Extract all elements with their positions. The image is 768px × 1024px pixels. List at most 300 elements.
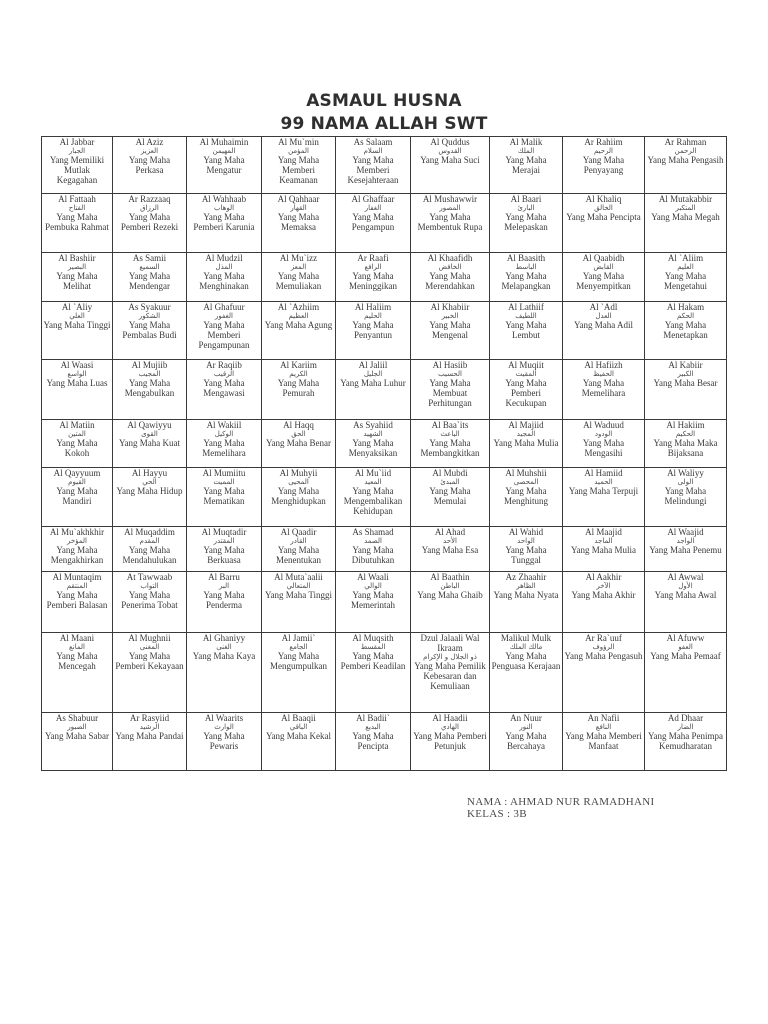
arabic-name: الوالي	[364, 582, 382, 590]
latin-name: As Shamad	[352, 527, 394, 537]
name-cell	[563, 633, 645, 713]
latin-name: Dzul Jalaali Wal Ikraam	[420, 633, 480, 653]
meaning-text: Yang Maha Ghaib	[417, 590, 483, 600]
latin-name: Al Wakiil	[206, 420, 242, 430]
meaning-text: Yang Maha Melapangkan	[501, 271, 551, 291]
name-cell	[336, 633, 411, 713]
meaning-text: Yang Maha Memaksa	[277, 212, 320, 232]
name-cell	[411, 633, 490, 713]
name-cell	[563, 194, 645, 253]
latin-name: Al Kabiir	[668, 360, 703, 370]
name-cell	[563, 572, 645, 633]
arabic-name: القيوم	[68, 478, 86, 486]
latin-name: Al Hasiib	[432, 360, 468, 370]
arabic-name: المتين	[68, 430, 86, 438]
name-cell	[411, 194, 490, 253]
arabic-name: الرؤوف	[592, 643, 615, 651]
latin-name: Al Muntaqim	[52, 572, 102, 582]
meaning-text: Yang Maha Penimpa Kemudharatan	[647, 731, 724, 751]
name-cell	[113, 253, 187, 302]
meaning-text: Yang Maha Mulia	[570, 545, 637, 555]
name-cell	[262, 360, 336, 420]
meaning-text: Yang Maha Penderma	[203, 590, 245, 610]
meaning-text: Yang Maha Pengampun	[351, 212, 395, 232]
latin-name: Al Bashiir	[58, 253, 96, 263]
arabic-name: الحفيظ	[593, 370, 614, 378]
meaning-text: Yang Maha Mengawasi	[203, 378, 245, 398]
arabic-name: الوكيل	[214, 430, 234, 438]
latin-name: Al Waasi	[60, 360, 94, 370]
meaning-text: Yang Maha Pemurah	[277, 378, 320, 398]
latin-name: Al Jamii`	[281, 633, 316, 643]
arabic-name: المغنى	[139, 643, 160, 651]
meaning-text: Yang Maha Suci	[420, 155, 480, 165]
latin-name: Al Muhyii	[279, 468, 318, 478]
meaning-text: Yang Maha Menyempitkan	[576, 271, 631, 291]
name-cell	[645, 572, 727, 633]
latin-name: Al Mutakabbir	[658, 194, 713, 204]
latin-name: Al Quddus	[430, 137, 470, 147]
meaning-text: Yang Maha Menyaksikan	[348, 438, 398, 458]
arabic-name: المتعالي	[286, 582, 311, 590]
meaning-text: Yang Maha Mendengar	[128, 271, 171, 291]
meaning-text: Yang Maha Besar	[653, 378, 718, 388]
arabic-name: الشكور	[138, 312, 161, 320]
latin-name: Al Mu`min	[278, 137, 319, 147]
arabic-name: المؤخر	[67, 537, 87, 545]
latin-name: Al Muqiit	[508, 360, 544, 370]
arabic-name: المانع	[69, 643, 85, 651]
name-cell	[563, 137, 645, 194]
meaning-text: Yang Maha Dibutuhkan	[351, 545, 395, 565]
arabic-name: المحيى	[288, 478, 309, 486]
latin-name: Al Qaadir	[280, 527, 317, 537]
latin-name: Al Baa`its	[431, 420, 469, 430]
latin-name: Al Mushawwir	[422, 194, 478, 204]
meaning-text: Yang Maha Adil	[573, 320, 634, 330]
meaning-text: Yang Maha Mengumpulkan	[270, 651, 327, 671]
name-cell	[411, 713, 490, 771]
arabic-name: المبدئ	[440, 478, 460, 486]
latin-name: As Samii	[132, 253, 167, 263]
latin-name: Al Wahhaab	[201, 194, 247, 204]
meaning-text: Yang Maha Pemberi Rezeki	[120, 212, 179, 232]
meaning-text: Yang Maha Melepaskan	[504, 212, 548, 232]
arabic-name: الملك	[517, 147, 535, 155]
latin-name: Al Ahad	[434, 527, 466, 537]
arabic-name: الباعث	[440, 430, 460, 438]
name-cell	[42, 302, 113, 360]
arabic-name: الحليم	[364, 312, 382, 320]
name-cell	[645, 302, 727, 360]
latin-name: Al Mu`izz	[279, 253, 318, 263]
meaning-text: Yang Maha Mematikan	[203, 486, 245, 506]
latin-name: Al Baasith	[506, 253, 546, 263]
name-cell	[187, 420, 262, 468]
meaning-text: Yang Maha Akhir	[571, 590, 636, 600]
latin-name: Ar Rasyiid	[129, 713, 170, 723]
meaning-text: Yang Maha Pengasuh	[564, 651, 643, 661]
arabic-name: الهادي	[440, 723, 460, 731]
meaning-text: Yang Maha Menghitung	[504, 486, 548, 506]
meaning-text: Yang Maha Esa	[421, 545, 479, 555]
latin-name: Ar Raafi	[357, 253, 389, 263]
latin-name: Al Mudzil	[205, 253, 243, 263]
name-cell	[42, 572, 113, 633]
arabic-name: الماجد	[594, 537, 613, 545]
name-cell	[563, 468, 645, 527]
name-cell	[336, 527, 411, 572]
meaning-text: Yang Maha Pemaaf	[650, 651, 721, 661]
name-cell	[411, 527, 490, 572]
arabic-name: البديع	[365, 723, 381, 731]
latin-name: Al `Aliy	[61, 302, 93, 312]
latin-name: Al Khaliq	[585, 194, 622, 204]
arabic-name: الباسط	[515, 263, 537, 271]
meaning-text: Yang Maha Nyata	[493, 590, 559, 600]
meaning-text: Yang Maha Penerima Tobat	[121, 590, 178, 610]
name-cell	[563, 253, 645, 302]
arabic-name: مالك الملك	[509, 643, 543, 651]
meaning-text: Yang Maha Memberi Manfaat	[565, 731, 642, 751]
latin-name: Al Kariim	[280, 360, 317, 370]
name-cell	[42, 420, 113, 468]
arabic-name: المهيمن	[212, 147, 236, 155]
arabic-name: الرشيد	[139, 723, 160, 731]
meaning-text: Yang Maha Mandiri	[56, 486, 98, 506]
latin-name: Al Ghaniyy	[202, 633, 246, 643]
arabic-name: البصير	[67, 263, 87, 271]
latin-name: Al Ghafuur	[203, 302, 245, 312]
arabic-name: المقدم	[139, 537, 160, 545]
name-cell	[490, 713, 563, 771]
name-cell	[113, 527, 187, 572]
arabic-name: القهار	[290, 204, 307, 212]
name-cell	[113, 468, 187, 527]
name-cell	[645, 468, 727, 527]
meaning-text: Yang Maha Memberi Keamanan	[277, 155, 320, 185]
meaning-text: Yang Maha Mengakhirkan	[50, 545, 104, 565]
table-row	[42, 137, 727, 194]
name-cell	[336, 468, 411, 527]
meaning-text: Yang Maha Menghinakan	[199, 271, 249, 291]
meaning-text: Yang Maha Pemberi Kecukupan	[505, 378, 547, 408]
meaning-text: Yang Maha Memberi Pengampunan	[198, 320, 250, 350]
meaning-text: Yang Maha Luhur	[340, 378, 406, 388]
name-cell	[411, 253, 490, 302]
name-cell	[645, 527, 727, 572]
latin-name: Al Baaqii	[281, 713, 316, 723]
arabic-name: النور	[519, 723, 533, 731]
name-cell	[187, 253, 262, 302]
latin-name: An Nafii	[587, 713, 620, 723]
meaning-text: Yang Maha Pencipta	[352, 731, 394, 751]
name-cell	[262, 572, 336, 633]
name-cell	[187, 194, 262, 253]
arabic-name: الغفور	[215, 312, 233, 320]
meaning-text: Yang Maha Pemberi Karunia	[193, 212, 255, 232]
name-cell	[113, 633, 187, 713]
meaning-text: Yang Maha Merajai	[505, 155, 547, 175]
meaning-text: Yang Maha Penyantun	[352, 320, 394, 340]
arabic-name: المنتقم	[66, 582, 88, 590]
arabic-name: الكبير	[677, 370, 694, 378]
name-cell	[42, 633, 113, 713]
meaning-text: Yang Maha Menentukan	[276, 545, 321, 565]
arabic-name: الرقيب	[213, 370, 235, 378]
asmaul-husna-table	[41, 136, 727, 771]
latin-name: Al Fattaah	[58, 194, 96, 204]
latin-name: Al Qawiyyu	[127, 420, 172, 430]
name-cell	[490, 527, 563, 572]
name-cell	[42, 468, 113, 527]
latin-name: Al Qahhaar	[277, 194, 320, 204]
latin-name: Al Afuww	[666, 633, 705, 643]
name-cell	[490, 253, 563, 302]
meaning-text: Yang Maha Pemilik Kebesaran dan Kemuliaan	[414, 661, 486, 691]
name-cell	[262, 633, 336, 713]
arabic-name: الحميد	[594, 478, 613, 486]
name-cell	[336, 713, 411, 771]
latin-name: Malikul Mulk	[500, 633, 552, 643]
name-cell	[336, 420, 411, 468]
meaning-text: Yang Maha Benar	[265, 438, 332, 448]
meaning-text: Yang Memiliki Mutlak Kegagahan	[49, 155, 105, 185]
arabic-name: القوى	[141, 430, 158, 438]
meaning-text: Yang Maha Kokoh	[56, 438, 98, 458]
latin-name: Ar Raqiib	[206, 360, 242, 370]
latin-name: Al Barru	[208, 572, 240, 582]
name-cell	[42, 360, 113, 420]
meaning-text: Yang Maha Awal	[654, 590, 717, 600]
arabic-name: اللطيف	[515, 312, 537, 320]
latin-name: Al Awwal	[667, 572, 704, 582]
latin-name: Al Baathin	[430, 572, 470, 582]
name-cell	[113, 302, 187, 360]
latin-name: Al Mubdi	[432, 468, 468, 478]
arabic-name: الواجد	[676, 537, 695, 545]
meaning-text: Yang Maha Mengetahui	[664, 271, 707, 291]
arabic-name: الولى	[677, 478, 694, 486]
latin-name: Al Ghaffaar	[351, 194, 395, 204]
name-cell	[336, 194, 411, 253]
arabic-name: العدل	[595, 312, 612, 320]
meaning-text: Yang Maha Pemberi Kekayaan	[115, 651, 184, 671]
arabic-name: المعز	[290, 263, 307, 271]
name-cell	[490, 633, 563, 713]
latin-name: Al Maani	[59, 633, 95, 643]
latin-name: Ar Rahman	[664, 137, 707, 147]
latin-name: Al Lathiif	[508, 302, 544, 312]
name-cell	[336, 572, 411, 633]
arabic-name: السميع	[139, 263, 160, 271]
meaning-text: Yang Maha Memelihara	[581, 378, 626, 398]
arabic-name: الحسيب	[438, 370, 462, 378]
meaning-text: Yang Maha Mengabulkan	[124, 378, 175, 398]
table-row	[42, 527, 727, 572]
name-cell	[187, 360, 262, 420]
name-cell	[645, 137, 727, 194]
latin-name: Ar Ra`uuf	[585, 633, 622, 643]
arabic-name: التواب	[140, 582, 159, 590]
arabic-name: الحي	[142, 478, 157, 486]
name-cell	[490, 302, 563, 360]
meaning-text: Yang Maha Menetapkan	[663, 320, 708, 340]
arabic-name: العليم	[677, 263, 694, 271]
name-cell	[490, 137, 563, 194]
meaning-text: Yang Maha Pengasih	[647, 155, 724, 165]
meaning-text: Yang Maha Pemberi Petunjuk	[413, 731, 487, 751]
arabic-name: الودود	[594, 430, 613, 438]
name-cell	[411, 360, 490, 420]
meaning-text: Yang Maha Memulai	[429, 486, 471, 506]
arabic-name: الرحيم	[593, 147, 614, 155]
arabic-name: الأحد	[443, 537, 457, 545]
meaning-text: Yang Maha Pembalas Budi	[122, 320, 177, 340]
latin-name: Al Mumiitu	[202, 468, 246, 478]
name-cell	[490, 194, 563, 253]
meaning-text: Yang Maha Sabar	[44, 731, 110, 741]
latin-name: Al Muqaddim	[124, 527, 175, 537]
name-cell	[113, 713, 187, 771]
table-row	[42, 713, 727, 771]
arabic-name: الحق	[291, 430, 306, 438]
arabic-name: النافع	[595, 723, 612, 731]
name-cell	[563, 420, 645, 468]
arabic-name: الحكم	[676, 312, 695, 320]
document-subtitle: 99 NAMA ALLAH SWT	[280, 114, 488, 134]
latin-name: Al Mujiib	[131, 360, 168, 370]
meaning-text: Yang Maha Mendahulukan	[122, 545, 177, 565]
arabic-name: الخافض	[438, 263, 462, 271]
name-cell	[42, 137, 113, 194]
name-cell	[113, 572, 187, 633]
name-cell	[336, 302, 411, 360]
document-title: ASMAUL HUSNA	[306, 91, 462, 111]
meaning-text: Yang Maha Kekal	[265, 731, 332, 741]
name-cell	[42, 194, 113, 253]
arabic-name: العزيز	[140, 147, 159, 155]
meaning-text: Yang Maha Mulia	[493, 438, 559, 448]
latin-name: Al Hakam	[666, 302, 705, 312]
latin-name: Al Khabiir	[430, 302, 470, 312]
meaning-text: Yang Maha Agung	[264, 320, 333, 330]
arabic-name: العلي	[69, 312, 85, 320]
table-row	[42, 468, 727, 527]
table-row	[42, 572, 727, 633]
meaning-text: Yang Maha Terpuji	[568, 486, 639, 496]
name-cell	[262, 420, 336, 468]
latin-name: Al Muqsith	[352, 633, 394, 643]
name-cell	[490, 420, 563, 468]
name-cell	[187, 302, 262, 360]
name-cell	[645, 420, 727, 468]
latin-name: Ar Razzaaq	[128, 194, 171, 204]
table-row	[42, 253, 727, 302]
meaning-text: Yang Maha Membangkitkan	[420, 438, 480, 458]
latin-name: Al Hakiim	[666, 420, 705, 430]
name-cell	[262, 713, 336, 771]
arabic-name: العظيم	[288, 312, 309, 320]
latin-name: Ar Rahiim	[584, 137, 623, 147]
name-cell	[113, 360, 187, 420]
name-cell	[563, 302, 645, 360]
name-cell	[336, 137, 411, 194]
meaning-text: Yang Maha Penguasa Kerajaan	[491, 651, 561, 671]
name-cell	[645, 633, 727, 713]
arabic-name: الحكيم	[675, 430, 696, 438]
latin-name: Al `Adl	[589, 302, 618, 312]
name-cell	[42, 527, 113, 572]
latin-name: Al Matiin	[59, 420, 95, 430]
arabic-name: الوهاب	[213, 204, 235, 212]
student-name: NAMA : AHMAD NUR RAMADHANI	[467, 796, 655, 808]
arabic-name: الرزاق	[140, 204, 159, 212]
name-cell	[262, 468, 336, 527]
latin-name: Al Majiid	[508, 420, 544, 430]
meaning-text: Yang Maha Memberi Kesejahteraan	[347, 155, 399, 185]
arabic-name: المحصى	[513, 478, 539, 486]
meaning-text: Yang Maha Melindungi	[664, 486, 707, 506]
arabic-name: الواسع	[67, 370, 87, 378]
meaning-text: Yang Maha Pemberi Balasan	[46, 590, 108, 610]
meaning-text: Yang Maha Megah	[651, 212, 720, 222]
latin-name: Al Haqq	[283, 420, 314, 430]
meaning-text: Yang Maha Membuat Perhitungan	[428, 378, 472, 408]
latin-name: As Salaam	[353, 137, 393, 147]
latin-name: Al Waarits	[204, 713, 244, 723]
arabic-name: البر	[218, 582, 230, 590]
arabic-name: ذو الجلال و الإكرام	[423, 653, 477, 661]
name-cell	[645, 713, 727, 771]
arabic-name: المقتدر	[213, 537, 235, 545]
latin-name: Al Aziz	[135, 137, 164, 147]
arabic-name: القادر	[290, 537, 307, 545]
latin-name: Al Wahid	[508, 527, 544, 537]
name-cell	[490, 572, 563, 633]
latin-name: Al Jabbar	[59, 137, 95, 147]
latin-name: Al Muta`aalii	[274, 572, 323, 582]
meaning-text: Yang Maha Pencipta	[566, 212, 641, 222]
table-row	[42, 420, 727, 468]
name-cell	[262, 302, 336, 360]
meaning-text: Yang Maha Tinggi	[43, 320, 111, 330]
meaning-text: Yang Maha Perkasa	[128, 155, 171, 175]
meaning-text: Yang Maha Pewaris	[203, 731, 245, 751]
arabic-name: المتكبر	[675, 204, 696, 212]
meaning-text: Yang Maha Meninggikan	[349, 271, 397, 291]
arabic-name: الرحمن	[674, 147, 697, 155]
name-cell	[411, 468, 490, 527]
name-cell	[336, 360, 411, 420]
name-cell	[262, 527, 336, 572]
latin-name: Al Badii`	[356, 713, 390, 723]
meaning-text: Yang Maha Memelihara	[202, 438, 246, 458]
latin-name: An Nuur	[510, 713, 542, 723]
name-cell	[336, 253, 411, 302]
arabic-name: المعيد	[364, 478, 382, 486]
arabic-name: الجليل	[363, 370, 383, 378]
name-cell	[490, 360, 563, 420]
meaning-text: Yang Maha Kuat	[118, 438, 181, 448]
arabic-name: الظاهر	[516, 582, 536, 590]
arabic-name: المجيب	[138, 370, 161, 378]
arabic-name: المجيد	[516, 430, 536, 438]
name-cell	[645, 253, 727, 302]
meaning-text: Yang Maha Merendahkan	[425, 271, 475, 291]
arabic-name: المؤمن	[288, 147, 309, 155]
latin-name: Al Haadii	[432, 713, 468, 723]
